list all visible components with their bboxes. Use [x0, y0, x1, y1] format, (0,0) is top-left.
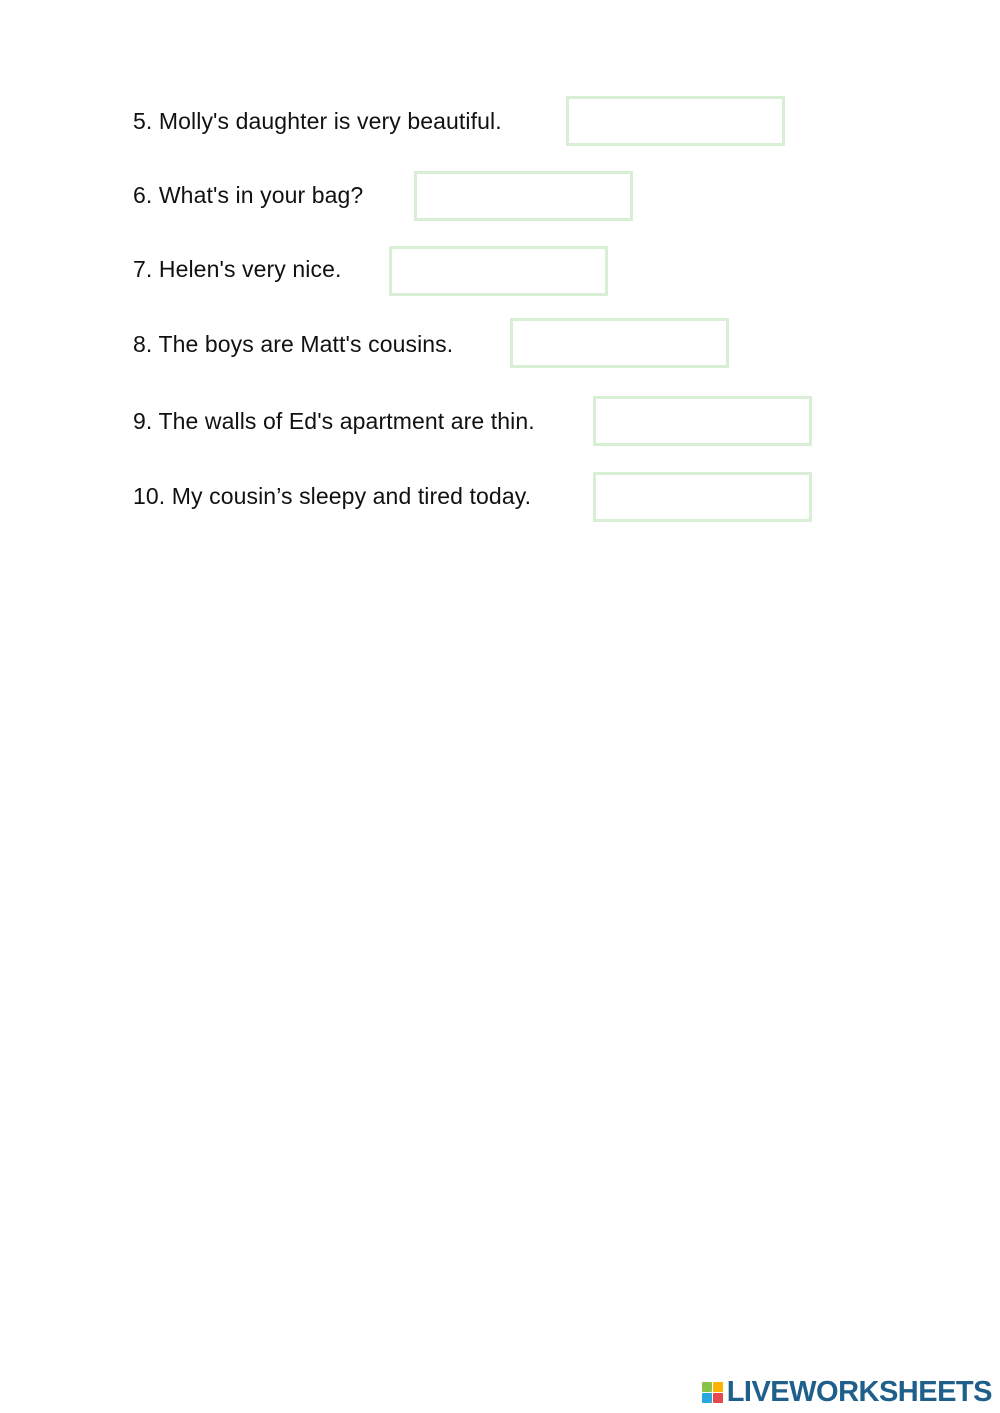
question-5-answer-box[interactable] — [566, 96, 785, 146]
question-6-answer-input[interactable] — [417, 174, 630, 218]
question-10-answer-input[interactable] — [596, 475, 809, 519]
logo-tile-blue — [702, 1393, 712, 1403]
logo-tile-green — [702, 1382, 712, 1392]
question-5-answer-input[interactable] — [569, 99, 782, 143]
logo-tile-red — [713, 1393, 723, 1403]
liveworksheets-logo-icon — [702, 1382, 723, 1403]
question-8-answer-input[interactable] — [513, 321, 726, 365]
question-7-answer-box[interactable] — [389, 246, 608, 296]
question-7-text: 7. Helen's very nice. — [133, 256, 342, 282]
logo-tile-yellow — [713, 1382, 723, 1392]
question-10-text: 10. My cousin’s sleepy and tired today. — [133, 483, 532, 509]
question-8-text: 8. The boys are Matt's cousins. — [133, 331, 454, 357]
question-9-answer-box[interactable] — [593, 396, 812, 446]
question-6-answer-box[interactable] — [414, 171, 633, 221]
question-9-answer-input[interactable] — [596, 399, 809, 443]
logo-text: LIVEWORKSHEETS — [726, 1376, 992, 1408]
question-9-text: 9. The walls of Ed's apartment are thin. — [133, 408, 535, 434]
question-6-text: 6. What's in your bag? — [133, 182, 364, 208]
question-5-text: 5. Molly's daughter is very beautiful. — [133, 108, 502, 134]
question-10-answer-box[interactable] — [593, 472, 812, 522]
question-7-answer-input[interactable] — [392, 249, 605, 293]
question-8-answer-box[interactable] — [510, 318, 729, 368]
liveworksheets-logo — [702, 1377, 992, 1407]
